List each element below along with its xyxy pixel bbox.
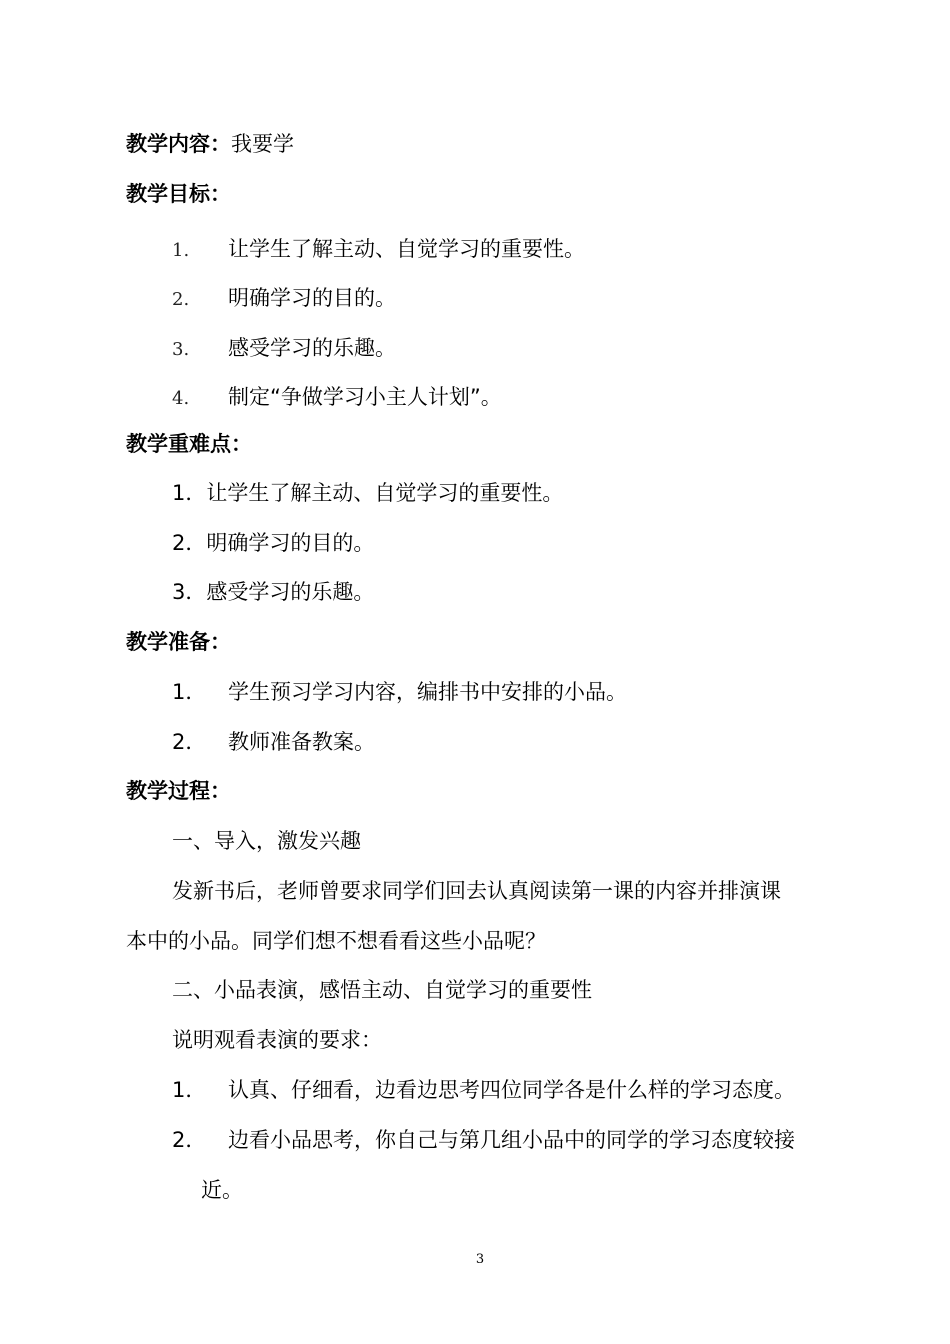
objective-text-1: 让学生了解主动、自觉学习的重要性。: [228, 237, 585, 261]
objective-text-4: 制定“争做学习小主人计划”。: [228, 385, 502, 409]
key-point-2: 2．明确学习的目的。: [172, 531, 375, 555]
step1-paragraph-line2: 本中的小品。同学们想不想看看这些小品呢？: [126, 929, 546, 953]
objective-item-3: [172, 334, 189, 364]
objective-item-2: [172, 284, 189, 314]
objective-item-1: [172, 235, 189, 265]
objectives-heading: 教学目标：: [126, 182, 231, 206]
key-point-1: 1．让学生了解主动、自觉学习的重要性。: [172, 481, 564, 505]
key-point-3: 3．感受学习的乐趣。: [172, 580, 375, 604]
requirement-text-1: 认真、仔细看，边看边思考四位同学各是什么样的学习态度。: [228, 1078, 795, 1102]
objective-number: 1.: [172, 240, 190, 261]
requirement-number-2: 2．: [172, 1128, 207, 1152]
objective-text-2: 明确学习的目的。: [228, 286, 396, 310]
requirement-text-2: 边看小品思考，你自己与第几组小品中的同学的学习态度较接: [228, 1128, 795, 1152]
page-number: 3: [475, 1252, 485, 1267]
preparation-heading: 教学准备：: [126, 630, 231, 654]
objective-text-3: 感受学习的乐趣。: [228, 336, 396, 360]
process-heading: 教学过程：: [126, 779, 231, 803]
content-label: 教学内容：: [126, 132, 231, 156]
objective-number: 4.: [172, 388, 190, 409]
key-points-heading: 教学重难点：: [126, 432, 252, 456]
preparation-text-2: 教师准备教案。: [228, 730, 375, 754]
requirement-text-2-continued: 近。: [201, 1178, 243, 1202]
objective-number: 2.: [172, 289, 190, 310]
step1-paragraph-line1: 发新书后，老师曾要求同学们回去认真阅读第一课的内容并排演课: [172, 879, 781, 903]
objective-number: 3.: [172, 339, 190, 360]
preparation-number-1: 1．: [172, 680, 207, 704]
content-line: [126, 130, 294, 158]
requirement-number-1: 1．: [172, 1078, 207, 1102]
objective-item-4: [172, 383, 189, 413]
preparation-text-1: 学生预习学习内容，编排书中安排的小品。: [228, 680, 627, 704]
step2-title: 二、小品表演，感悟主动、自觉学习的重要性: [172, 978, 592, 1002]
content-text: 我要学: [231, 132, 294, 156]
step1-title: 一、导入，激发兴趣: [172, 829, 361, 853]
preparation-number-2: 2．: [172, 730, 207, 754]
step2-intro: 说明观看表演的要求：: [172, 1028, 382, 1052]
